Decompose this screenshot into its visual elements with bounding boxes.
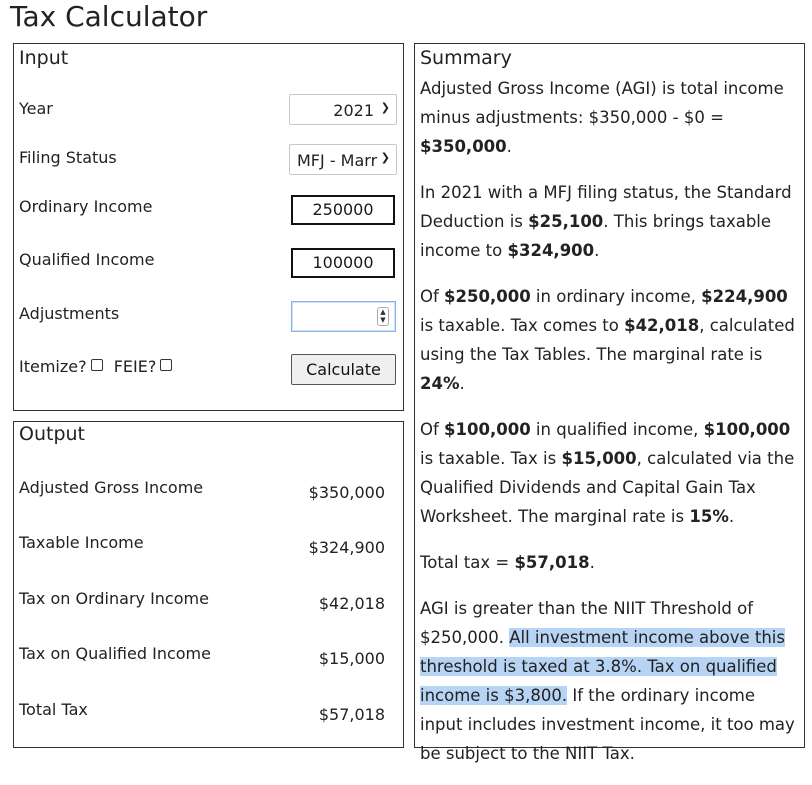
summary-ordinary-paragraph: Of $250,000 in ordinary income, $224,900 is taxable. Tax comes to $42,018, calculated using the Tax Tables. The marginal rate is 24%. (420, 287, 795, 393)
adjustments-label: Adjustments (19, 304, 120, 323)
itemize-checkbox[interactable] (91, 359, 103, 371)
chevron-down-icon: ❯ (380, 151, 390, 164)
output-value-agi: $350,000 (308, 483, 385, 502)
selected-text-highlight: All investment income above this threshold is taxed at 3.8%. Tax on qualified income is $3,800. (420, 628, 785, 705)
year-label: Year (19, 99, 53, 118)
summary-agi-paragraph: Adjusted Gross Income (AGI) is total income minus adjustments: $350,000 - $0 = $350,000. (420, 79, 784, 156)
summary-body (420, 74, 802, 785)
summary-total-paragraph: Total tax = $57,018. (420, 553, 595, 572)
year-select-value: 2021 (333, 101, 374, 120)
qualified-income-label: Qualified Income (19, 250, 155, 269)
output-label-tax-qualified: Tax on Qualified Income (19, 644, 211, 663)
filing-status-select-value: MFJ - Marr (297, 151, 378, 170)
page-title: Tax Calculator (10, 0, 208, 33)
output-panel-title: Output (19, 423, 85, 445)
output-label-taxable-income: Taxable Income (19, 533, 144, 552)
output-label-agi: Adjusted Gross Income (19, 478, 204, 497)
adjustments-input[interactable] (291, 301, 396, 332)
output-value-tax-qualified: $15,000 (318, 649, 385, 668)
output-value-total-tax: $57,018 (318, 705, 385, 724)
summary-panel-title: Summary (420, 47, 512, 69)
input-panel (13, 43, 404, 411)
output-value-tax-ordinary: $42,018 (318, 594, 385, 613)
summary-qualified-paragraph: Of $100,000 in qualified income, $100,000 is taxable. Tax is $15,000, calculated via the Qualified Dividends and Capital Gain Tax Worksheet. The marginal rate is 15%. (420, 420, 795, 526)
year-select[interactable] (289, 94, 397, 125)
chevron-down-icon: ❯ (380, 101, 390, 114)
calculate-button[interactable]: Calculate (291, 354, 396, 385)
filing-status-label: Filing Status (19, 148, 117, 167)
summary-panel (414, 43, 805, 763)
feie-checkbox[interactable] (160, 359, 172, 371)
summary-niit-paragraph: AGI is greater than the NIIT Threshold of $250,000. All investment income above this threshold is taxed at 3.8%. Tax on qualified income is $3,800. If the ordinary income input includes investment income, it too may be subject to the NIIT Tax. (420, 599, 795, 763)
filing-status-select[interactable] (289, 144, 397, 175)
checkbox-row (19, 357, 172, 376)
itemize-label: Itemize? (19, 357, 87, 376)
spinner-icon[interactable]: ▲ ▼ (377, 307, 389, 326)
output-label-tax-ordinary: Tax on Ordinary Income (19, 589, 209, 608)
input-panel-title: Input (19, 47, 69, 69)
qualified-income-input[interactable]: 100000 (291, 248, 395, 278)
output-panel (13, 421, 404, 748)
output-label-total-tax: Total Tax (19, 700, 88, 719)
ordinary-income-label: Ordinary Income (19, 197, 153, 216)
ordinary-income-input[interactable]: 250000 (291, 195, 395, 225)
feie-label: FEIE? (113, 357, 157, 376)
output-value-taxable-income: $324,900 (308, 538, 385, 557)
summary-deduction-paragraph: In 2021 with a MFJ filing status, the Standard Deduction is $25,100. This brings taxable income to $324,900. (420, 183, 792, 260)
